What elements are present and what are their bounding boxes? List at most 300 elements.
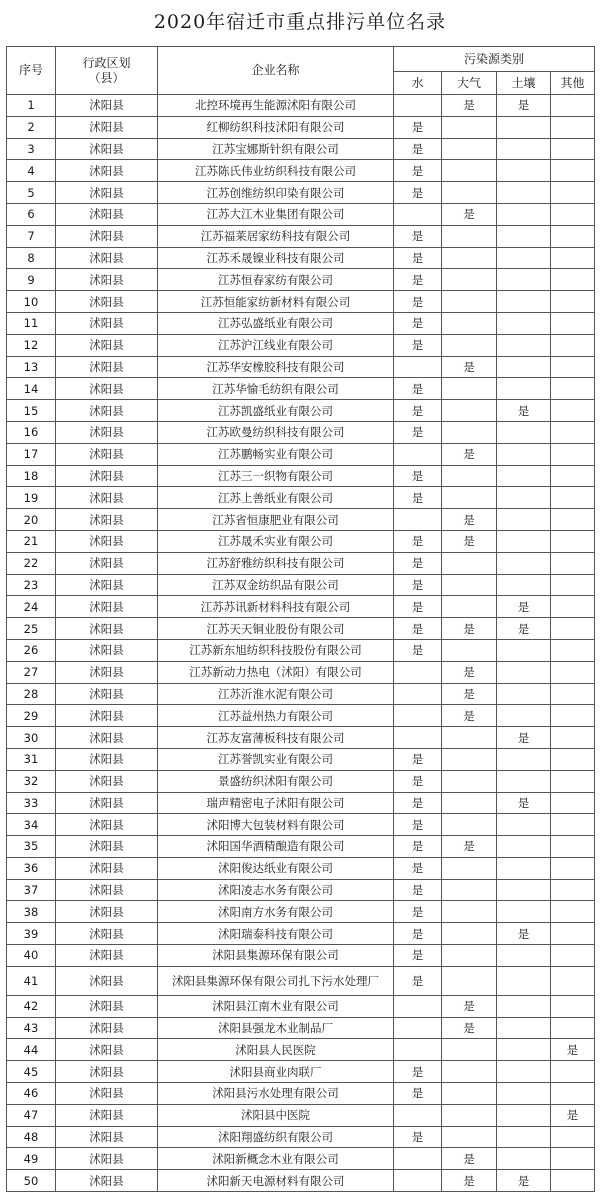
cell-air: 是 (442, 356, 497, 378)
cell-other (551, 639, 595, 661)
cell-soil (497, 770, 551, 792)
cell-air (442, 945, 497, 967)
cell-no: 32 (7, 770, 56, 792)
cell-company-name: 瑞声精密电子沭阳有限公司 (158, 792, 394, 814)
header-region (56, 47, 158, 95)
cell-air (442, 792, 497, 814)
cell-soil: 是 (497, 400, 551, 422)
cell-air (442, 639, 497, 661)
cell-soil (497, 1083, 551, 1105)
cell-other (551, 792, 595, 814)
cell-no: 34 (7, 814, 56, 836)
table-row (7, 705, 595, 727)
cell-no: 35 (7, 836, 56, 858)
cell-air: 是 (442, 530, 497, 552)
cell-company-name: 江苏天天铜业股份有限公司 (158, 618, 394, 640)
cell-water (394, 1148, 442, 1170)
cell-other (551, 683, 595, 705)
table-row (7, 378, 595, 400)
cell-company-name: 江苏恒春家纺有限公司 (158, 269, 394, 291)
cell-no: 14 (7, 378, 56, 400)
table-row (7, 1170, 595, 1192)
cell-company-name: 沭阳瑞泰科技有限公司 (158, 923, 394, 945)
cell-air: 是 (442, 995, 497, 1017)
cell-no: 22 (7, 552, 56, 574)
cell-other (551, 312, 595, 334)
cell-soil (497, 995, 551, 1017)
cell-region: 沭阳县 (56, 1148, 158, 1170)
cell-water: 是 (394, 836, 442, 858)
cell-air (442, 291, 497, 313)
cell-no: 4 (7, 160, 56, 182)
cell-region: 沭阳县 (56, 705, 158, 727)
cell-water: 是 (394, 225, 442, 247)
table-row (7, 1017, 595, 1039)
cell-other (551, 661, 595, 683)
cell-company-name: 江苏欧曼纺织科技有限公司 (158, 421, 394, 443)
cell-water: 是 (394, 770, 442, 792)
cell-water (394, 95, 442, 117)
table-row (7, 203, 595, 225)
cell-water: 是 (394, 857, 442, 879)
cell-air (442, 378, 497, 400)
cell-air (442, 1061, 497, 1083)
cell-air (442, 465, 497, 487)
table-row (7, 596, 595, 618)
cell-water: 是 (394, 1061, 442, 1083)
table-row (7, 465, 595, 487)
cell-soil (497, 138, 551, 160)
cell-soil (497, 116, 551, 138)
cell-other (551, 836, 595, 858)
cell-air (442, 727, 497, 749)
cell-company-name: 江苏舒雅纺织科技有限公司 (158, 552, 394, 574)
cell-region: 沭阳县 (56, 378, 158, 400)
cell-air (442, 770, 497, 792)
cell-company-name: 江苏三一织物有限公司 (158, 465, 394, 487)
header-pollution-category: 污染源类别 (394, 47, 595, 72)
cell-company-name: 江苏鹏畅实业有限公司 (158, 443, 394, 465)
cell-soil (497, 1126, 551, 1148)
cell-soil: 是 (497, 727, 551, 749)
cell-soil (497, 683, 551, 705)
cell-no: 30 (7, 727, 56, 749)
cell-no: 9 (7, 269, 56, 291)
cell-other (551, 334, 595, 356)
table-row (7, 683, 595, 705)
cell-soil (497, 1061, 551, 1083)
cell-water: 是 (394, 639, 442, 661)
cell-region: 沭阳县 (56, 618, 158, 640)
cell-no: 18 (7, 465, 56, 487)
cell-company-name: 江苏双金纺织品有限公司 (158, 574, 394, 596)
cell-soil (497, 182, 551, 204)
cell-other (551, 356, 595, 378)
cell-soil: 是 (497, 596, 551, 618)
cell-region: 沭阳县 (56, 923, 158, 945)
cell-region: 沭阳县 (56, 639, 158, 661)
cell-region: 沭阳县 (56, 247, 158, 269)
cell-water: 是 (394, 748, 442, 770)
table-row (7, 269, 595, 291)
cell-company-name: 江苏友富薄板科技有限公司 (158, 727, 394, 749)
cell-company-name: 江苏宝娜斯针织有限公司 (158, 138, 394, 160)
cell-water (394, 1039, 442, 1061)
cell-region: 沭阳县 (56, 356, 158, 378)
cell-region: 沭阳县 (56, 1061, 158, 1083)
cell-soil (497, 945, 551, 967)
cell-water: 是 (394, 291, 442, 313)
cell-region: 沭阳县 (56, 574, 158, 596)
cell-company-name: 沭阳博大包装材料有限公司 (158, 814, 394, 836)
cell-no: 21 (7, 530, 56, 552)
cell-other (551, 487, 595, 509)
table-row (7, 530, 595, 552)
cell-no: 11 (7, 312, 56, 334)
cell-air (442, 400, 497, 422)
cell-company-name: 沭阳新概念木业有限公司 (158, 1148, 394, 1170)
header-company: 企业名称 (158, 47, 394, 95)
cell-region: 沭阳县 (56, 334, 158, 356)
page-title: 2020年宿迁市重点排污单位名录 (153, 11, 447, 33)
cell-other (551, 138, 595, 160)
cell-other (551, 879, 595, 901)
cell-other (551, 378, 595, 400)
cell-air: 是 (442, 705, 497, 727)
cell-no: 10 (7, 291, 56, 313)
cell-region: 沭阳县 (56, 138, 158, 160)
cell-region: 沭阳县 (56, 291, 158, 313)
cell-no: 20 (7, 509, 56, 531)
table-row (7, 923, 595, 945)
cell-no: 8 (7, 247, 56, 269)
cell-air (442, 269, 497, 291)
cell-water: 是 (394, 574, 442, 596)
cell-no: 5 (7, 182, 56, 204)
cell-water: 是 (394, 901, 442, 923)
cell-no: 40 (7, 945, 56, 967)
cell-region: 沭阳县 (56, 1170, 158, 1192)
cell-company-name: 江苏福莱居家纺科技有限公司 (158, 225, 394, 247)
cell-soil (497, 879, 551, 901)
cell-region: 沭阳县 (56, 1017, 158, 1039)
cell-soil (497, 160, 551, 182)
table-row (7, 661, 595, 683)
cell-no: 36 (7, 857, 56, 879)
cell-air (442, 160, 497, 182)
cell-region: 沭阳县 (56, 995, 158, 1017)
cell-other (551, 705, 595, 727)
header-water: 水 (394, 72, 442, 95)
cell-water: 是 (394, 378, 442, 400)
cell-region: 沭阳县 (56, 421, 158, 443)
cell-region: 沭阳县 (56, 530, 158, 552)
cell-soil (497, 530, 551, 552)
cell-no: 31 (7, 748, 56, 770)
cell-other (551, 770, 595, 792)
table-row (7, 748, 595, 770)
cell-water (394, 509, 442, 531)
cell-no: 47 (7, 1104, 56, 1126)
cell-air (442, 814, 497, 836)
cell-region: 沭阳县 (56, 203, 158, 225)
cell-region: 沭阳县 (56, 95, 158, 117)
cell-water (394, 203, 442, 225)
cell-air (442, 901, 497, 923)
cell-water: 是 (394, 269, 442, 291)
cell-company-name: 江苏新动力热电（沭阳）有限公司 (158, 661, 394, 683)
cell-water (394, 995, 442, 1017)
cell-region: 沭阳县 (56, 596, 158, 618)
cell-no: 17 (7, 443, 56, 465)
cell-other (551, 945, 595, 967)
cell-water (394, 661, 442, 683)
cell-water (394, 443, 442, 465)
cell-no: 26 (7, 639, 56, 661)
cell-soil (497, 443, 551, 465)
cell-other (551, 814, 595, 836)
cell-no: 2 (7, 116, 56, 138)
cell-water: 是 (394, 618, 442, 640)
cell-no: 28 (7, 683, 56, 705)
cell-other (551, 596, 595, 618)
cell-region: 沭阳县 (56, 1039, 158, 1061)
table-row (7, 291, 595, 313)
cell-company-name: 沭阳南方水务有限公司 (158, 901, 394, 923)
table-row (7, 995, 595, 1017)
cell-water: 是 (394, 1126, 442, 1148)
cell-soil: 是 (497, 618, 551, 640)
cell-soil (497, 574, 551, 596)
cell-company-name: 红柳纺织科技沭阳有限公司 (158, 116, 394, 138)
table-row (7, 116, 595, 138)
cell-other (551, 182, 595, 204)
cell-other (551, 1170, 595, 1192)
cell-no: 43 (7, 1017, 56, 1039)
cell-company-name: 沭阳县人民医院 (158, 1039, 394, 1061)
cell-air: 是 (442, 836, 497, 858)
cell-soil (497, 966, 551, 995)
cell-air: 是 (442, 1017, 497, 1039)
cell-air (442, 966, 497, 995)
cell-company-name: 江苏华愉毛纺织有限公司 (158, 378, 394, 400)
cell-air (442, 138, 497, 160)
table-row (7, 1083, 595, 1105)
cell-other (551, 269, 595, 291)
cell-company-name: 景盛纺织沭阳有限公司 (158, 770, 394, 792)
cell-no: 15 (7, 400, 56, 422)
table-row (7, 727, 595, 749)
cell-company-name: 北控环境再生能源沭阳有限公司 (158, 95, 394, 117)
cell-no: 50 (7, 1170, 56, 1192)
cell-soil (497, 487, 551, 509)
cell-water (394, 683, 442, 705)
table-row (7, 966, 595, 995)
cell-air (442, 487, 497, 509)
cell-other (551, 727, 595, 749)
table-row (7, 334, 595, 356)
cell-no: 33 (7, 792, 56, 814)
cell-air (442, 1083, 497, 1105)
cell-soil: 是 (497, 792, 551, 814)
cell-water (394, 705, 442, 727)
cell-soil (497, 465, 551, 487)
table-row (7, 138, 595, 160)
cell-other (551, 400, 595, 422)
table-body (7, 95, 595, 1192)
cell-company-name: 江苏上善纸业有限公司 (158, 487, 394, 509)
cell-company-name: 沭阳县江南木业有限公司 (158, 995, 394, 1017)
cell-region: 沭阳县 (56, 465, 158, 487)
cell-air (442, 879, 497, 901)
cell-region: 沭阳县 (56, 770, 158, 792)
cell-other: 是 (551, 1104, 595, 1126)
cell-soil (497, 1104, 551, 1126)
cell-other (551, 857, 595, 879)
cell-region: 沭阳县 (56, 836, 158, 858)
cell-air: 是 (442, 661, 497, 683)
cell-soil (497, 661, 551, 683)
cell-water: 是 (394, 596, 442, 618)
cell-no: 6 (7, 203, 56, 225)
cell-air: 是 (442, 203, 497, 225)
cell-water: 是 (394, 530, 442, 552)
cell-region: 沭阳县 (56, 1126, 158, 1148)
cell-region: 沭阳县 (56, 312, 158, 334)
cell-no: 23 (7, 574, 56, 596)
cell-water: 是 (394, 334, 442, 356)
cell-company-name: 江苏凯盛纸业有限公司 (158, 400, 394, 422)
cell-region: 沭阳县 (56, 1104, 158, 1126)
cell-soil (497, 269, 551, 291)
cell-other: 是 (551, 1039, 595, 1061)
cell-company-name: 沭阳县强龙木业制品厂 (158, 1017, 394, 1039)
cell-no: 27 (7, 661, 56, 683)
cell-soil (497, 857, 551, 879)
cell-air (442, 923, 497, 945)
table-row (7, 400, 595, 422)
table-row (7, 618, 595, 640)
cell-soil (497, 291, 551, 313)
table-row (7, 1148, 595, 1170)
cell-water: 是 (394, 552, 442, 574)
cell-region: 沭阳县 (56, 945, 158, 967)
cell-water: 是 (394, 1083, 442, 1105)
cell-soil (497, 509, 551, 531)
cell-air (442, 334, 497, 356)
cell-other (551, 1148, 595, 1170)
cell-region: 沭阳县 (56, 400, 158, 422)
cell-company-name: 沭阳县集源环保有限公司 (158, 945, 394, 967)
cell-air: 是 (442, 95, 497, 117)
cell-air (442, 225, 497, 247)
table-row (7, 814, 595, 836)
cell-no: 7 (7, 225, 56, 247)
cell-water (394, 727, 442, 749)
cell-other (551, 95, 595, 117)
cell-air (442, 116, 497, 138)
header-air: 大气 (442, 72, 497, 95)
cell-air (442, 182, 497, 204)
cell-region: 沭阳县 (56, 879, 158, 901)
cell-company-name: 江苏苏讯新材料科技有限公司 (158, 596, 394, 618)
cell-water: 是 (394, 400, 442, 422)
cell-water (394, 1170, 442, 1192)
cell-water (394, 1104, 442, 1126)
cell-region: 沭阳县 (56, 552, 158, 574)
cell-company-name: 江苏益州热力有限公司 (158, 705, 394, 727)
cell-air (442, 247, 497, 269)
table-row (7, 509, 595, 531)
cell-no: 48 (7, 1126, 56, 1148)
table-row (7, 95, 595, 117)
table-row (7, 574, 595, 596)
cell-soil (497, 356, 551, 378)
cell-company-name: 沭阳县中医院 (158, 1104, 394, 1126)
cell-water: 是 (394, 945, 442, 967)
cell-other (551, 291, 595, 313)
cell-water: 是 (394, 116, 442, 138)
table-row (7, 792, 595, 814)
cell-water: 是 (394, 465, 442, 487)
cell-soil: 是 (497, 95, 551, 117)
cell-air (442, 857, 497, 879)
cell-other (551, 247, 595, 269)
cell-soil (497, 814, 551, 836)
cell-other (551, 160, 595, 182)
cell-no: 37 (7, 879, 56, 901)
cell-water: 是 (394, 792, 442, 814)
cell-other (551, 901, 595, 923)
cell-region: 沭阳县 (56, 509, 158, 531)
cell-company-name: 沭阳县集源环保有限公司扎下污水处理厂 (158, 966, 394, 995)
cell-water: 是 (394, 879, 442, 901)
cell-region: 沭阳县 (56, 966, 158, 995)
cell-other (551, 618, 595, 640)
cell-region: 沭阳县 (56, 814, 158, 836)
cell-soil (497, 203, 551, 225)
header-region-line2: （县） (88, 70, 125, 85)
cell-other (551, 443, 595, 465)
cell-soil (497, 748, 551, 770)
cell-company-name: 江苏誉凯实业有限公司 (158, 748, 394, 770)
cell-company-name: 沭阳翔盛纺织有限公司 (158, 1126, 394, 1148)
table-row (7, 1039, 595, 1061)
cell-region: 沭阳县 (56, 269, 158, 291)
cell-region: 沭阳县 (56, 225, 158, 247)
cell-soil: 是 (497, 923, 551, 945)
cell-region: 沭阳县 (56, 748, 158, 770)
cell-water: 是 (394, 487, 442, 509)
cell-air (442, 748, 497, 770)
cell-region: 沭阳县 (56, 443, 158, 465)
table-row (7, 247, 595, 269)
cell-no: 13 (7, 356, 56, 378)
cell-region: 沭阳县 (56, 727, 158, 749)
pollutant-units-table (6, 46, 595, 1192)
table-row (7, 312, 595, 334)
cell-region: 沭阳县 (56, 160, 158, 182)
cell-other (551, 1083, 595, 1105)
cell-no: 42 (7, 995, 56, 1017)
cell-other (551, 225, 595, 247)
cell-company-name: 江苏禾晟镍业科技有限公司 (158, 247, 394, 269)
cell-soil: 是 (497, 1170, 551, 1192)
cell-company-name: 江苏华安橡胶科技有限公司 (158, 356, 394, 378)
cell-company-name: 沭阳国华酒精酿造有限公司 (158, 836, 394, 858)
cell-water: 是 (394, 421, 442, 443)
table-row (7, 552, 595, 574)
